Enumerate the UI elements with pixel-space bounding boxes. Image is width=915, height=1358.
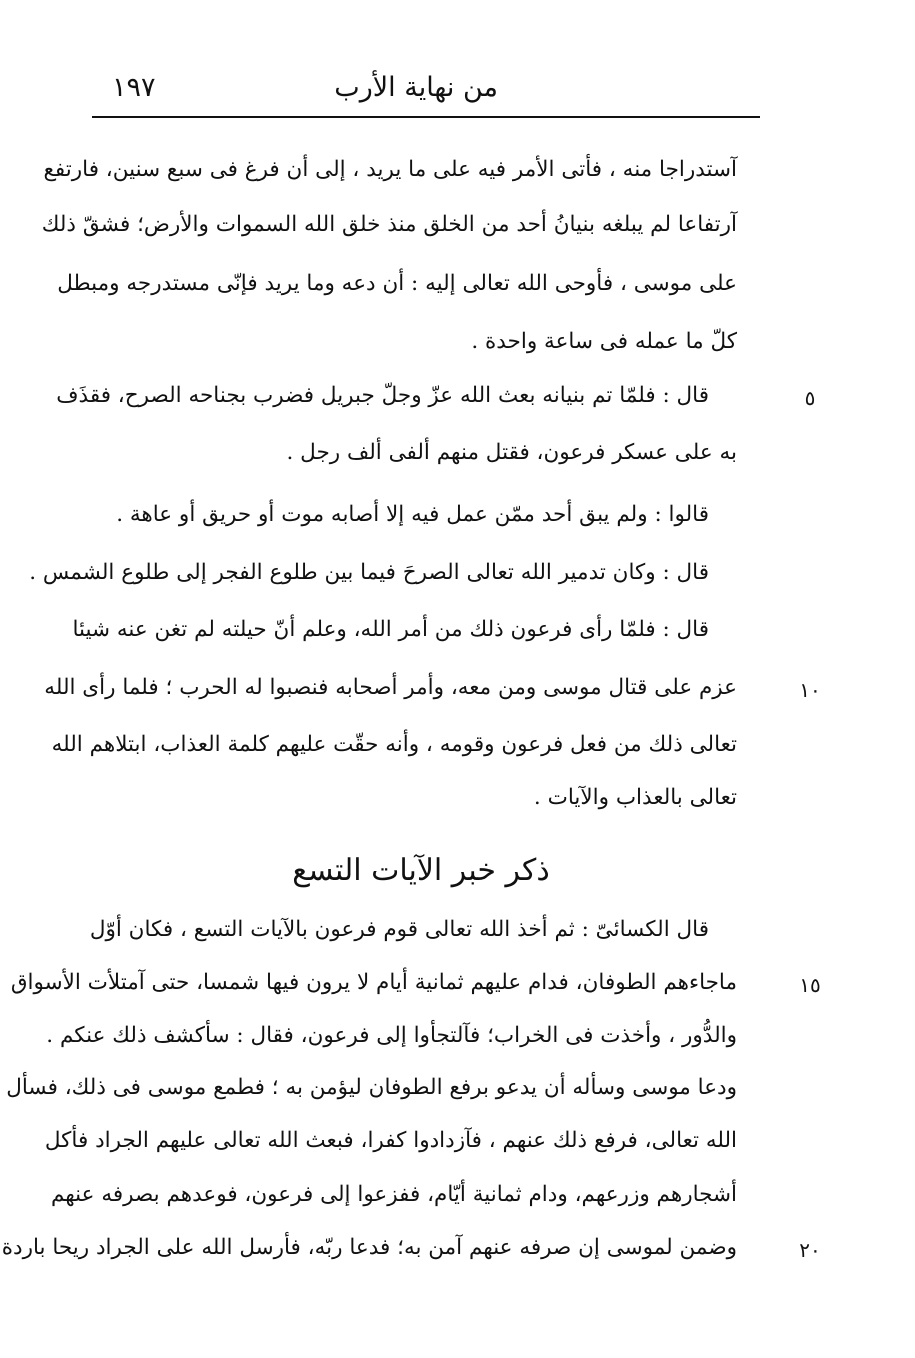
text-line: عزم على قتال موسى ومن معه، وأمر أصحابه فنصبوا له الحرب ؛ فلما رأى الله [44, 675, 737, 700]
text-line: قال : وكان تدمير الله تعالى الصرحَ فيما بين طلوع الفجر إلى طلوع الشمس . [29, 560, 709, 585]
running-title: من نهاية الأرب [334, 72, 498, 103]
text-line: قال : فلمّا رأى فرعون ذلك من أمر الله، وعلم أنّ حيلته لم تغن عنه شيئا [72, 617, 709, 642]
text-line: الله تعالى، فرفع ذلك عنهم ، فآزدادوا كفرا، فبعث الله تعالى عليهم الجراد فأكل [44, 1128, 737, 1153]
text-line: آرتفاعا لم يبلغه بنيانُ أحد من الخلق منذ خلق الله السموات والأرض؛ فشقّ ذلك [41, 212, 737, 237]
line-number: ١٠ [799, 678, 821, 702]
page-header [92, 66, 760, 114]
page-number: ١٩٧ [112, 72, 156, 103]
text-line: آستدراجا منه ، فأتى الأمر فيه على ما يريد ، إلى أن فرغ فى سبع سنين، فارتفع [43, 157, 737, 182]
text-line: وضمن لموسى إن صرفه عنهم آمن به؛ فدعا ربّه، فأرسل الله على الجراد ريحا باردة [1, 1235, 737, 1260]
text-line: والدُّور ، وأخذت فى الخراب؛ فآلتجأوا إلى فرعون، فقال : سأكشف ذلك عنكم . [46, 1023, 737, 1048]
text-line: ماجاءهم الطوفان، فدام عليهم ثمانية أيام لا يرون فيها شمسا، حتى آمتلأت الأسواق [10, 970, 737, 995]
line-number: ١٥ [799, 973, 821, 997]
text-line: على موسى ، فأوحى الله تعالى إليه : أن دعه وما يريد فإنّى مستدرجه ومبطل [57, 271, 737, 296]
text-line: قال : فلمّا تم بنيانه بعث الله عزّ وجلّ جبريل فضرب بجناحه الصرح، فقذَف [56, 383, 709, 408]
line-number: ٥ [804, 386, 816, 410]
text-line: ودعا موسى وسأله أن يدعو برفع الطوفان ليؤمن به ؛ فطمع موسى فى ذلك، فسأل [6, 1075, 737, 1100]
text-line: قال الكسائىّ : ثم أخذ الله تعالى قوم فرعون بالآيات التسع ، فكان أوّل [89, 917, 709, 942]
header-rule [92, 116, 760, 118]
text-line: تعالى ذلك من فعل فرعون وقومه ، وأنه حقّت عليهم كلمة العذاب، ابتلاهم الله [51, 732, 737, 757]
text-line: تعالى بالعذاب والآيات . [533, 785, 737, 810]
text-line: كلّ ما عمله فى ساعة واحدة . [471, 329, 737, 354]
line-number: ٢٠ [799, 1238, 821, 1262]
text-line: به على عسكر فرعون، فقتل منهم ألفى ألف رجل . [286, 440, 737, 465]
text-line: أشجارهم وزرعهم، ودام ثمانية أيّام، ففزعوا إلى فرعون، فوعدهم بصرفه عنهم [50, 1182, 737, 1207]
section-heading: ذكر خبر الآيات التسع [292, 853, 550, 888]
text-line: قالوا : ولم يبق أحد ممّن عمل فيه إلا أصابه موت أو حريق أو عاهة . [116, 502, 709, 527]
